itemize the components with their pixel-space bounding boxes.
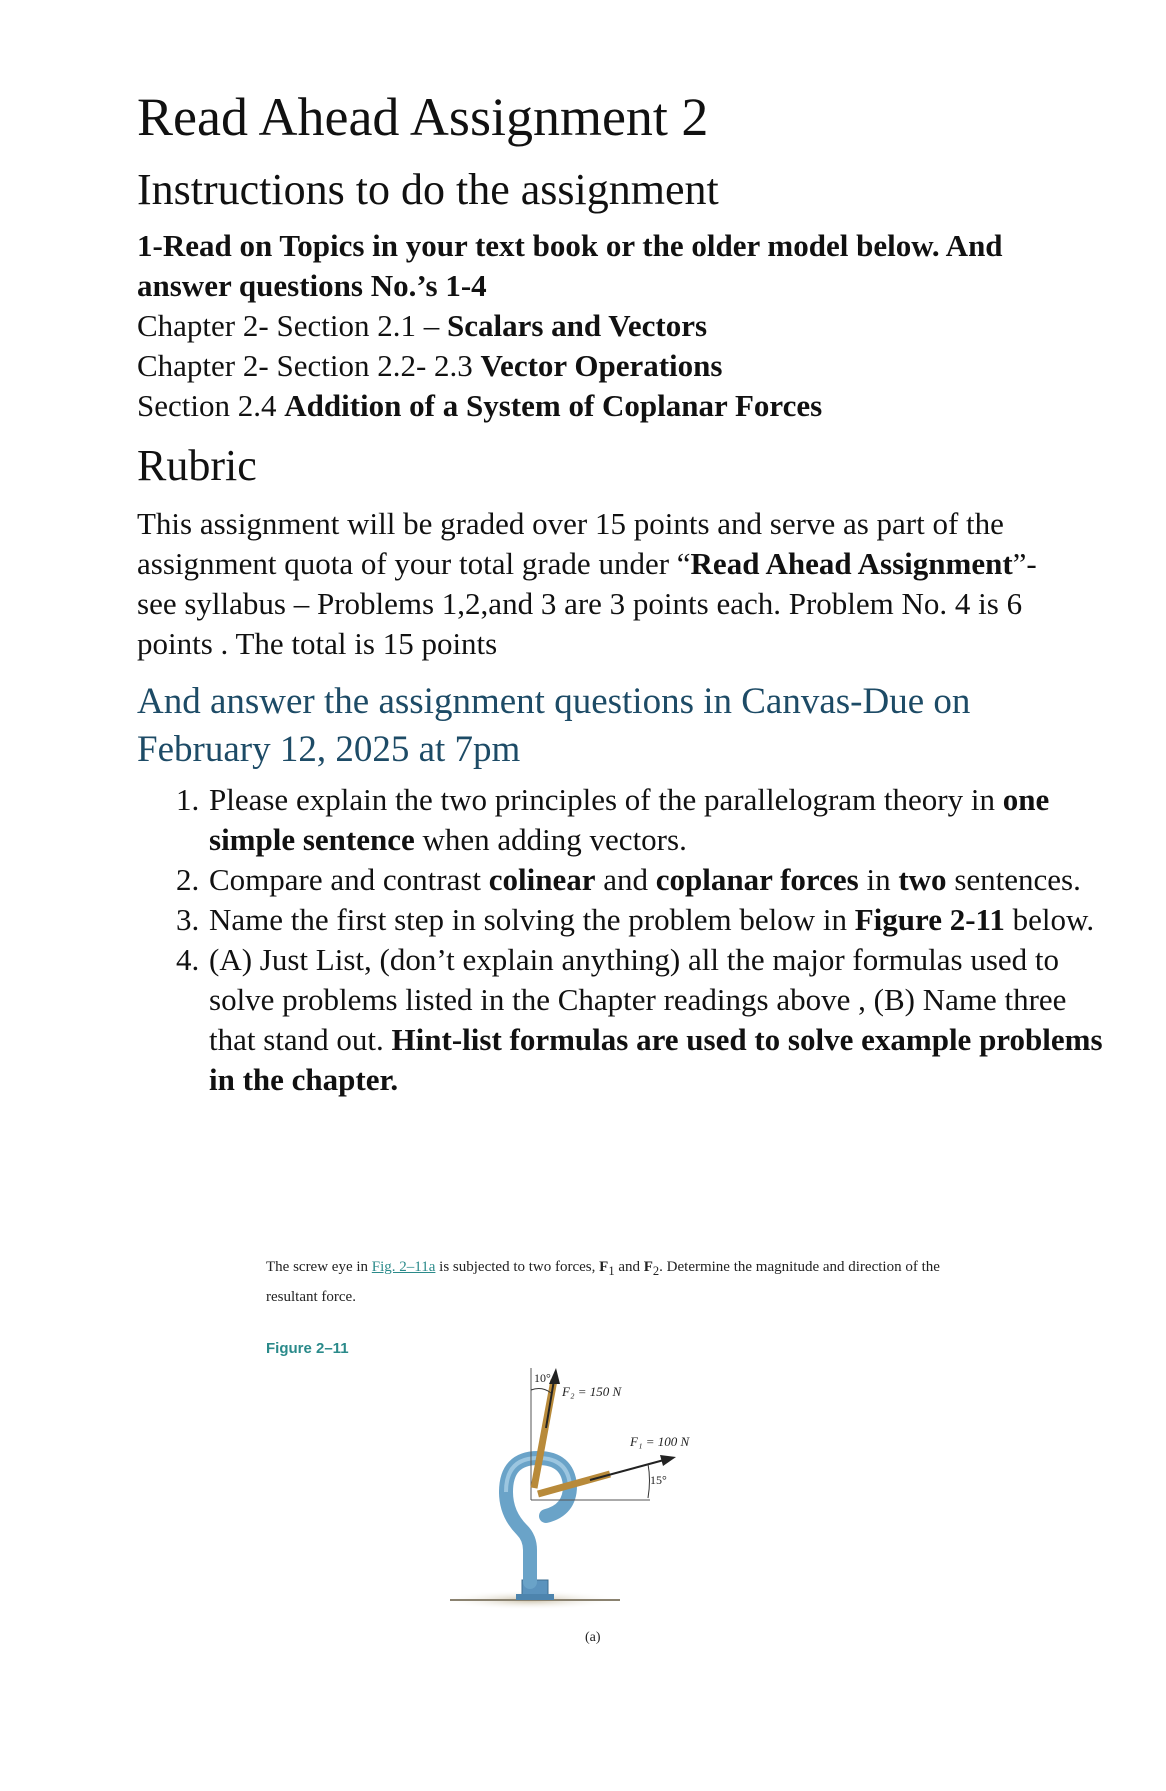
figure-link[interactable]: Fig. 2–11a: [371, 1259, 436, 1275]
f2-label: F₂ = 150 N: [562, 1384, 622, 1399]
question-item: 3. Name the first step in solving the problem below in Figure 2-11 below.: [207, 900, 1107, 940]
instructions-intro: 1-Read on Topics in your text book or the older model below. And answer questions No.’s 1-4: [137, 228, 1003, 303]
instructions-heading: Instructions to do the assignment: [137, 165, 719, 214]
topic-line: Section 2.4 Addition of a System of Coplanar Forces: [137, 388, 823, 423]
question-list: [137, 780, 1107, 1100]
f1-label: F₁ = 100 N: [630, 1434, 690, 1449]
angle-top-label: 10°: [534, 1371, 551, 1385]
angle-arc-top: [531, 1389, 551, 1393]
question-item: 2. Compare and contrast colinear and coplanar forces in two sentences.: [207, 860, 1107, 900]
topic-line: Chapter 2- Section 2.1 – Scalars and Vectors: [137, 308, 708, 343]
screw-eye-diagram: [450, 1360, 750, 1630]
angle-right-label: 15°: [650, 1473, 667, 1487]
page-title: Read Ahead Assignment 2: [137, 87, 709, 147]
figure-problem-text: The screw eye in Fig. 2–11a is subjected to two forces, $F_1$ and $F_2$. Determine the magnitude and direction of the resultant force.: [266, 1259, 940, 1305]
question-item: 1. Please explain the two principles of the parallelogram theory in one simple sentence when adding vectors.: [207, 780, 1107, 860]
f1-arrowhead: [660, 1455, 676, 1466]
question-item: 4. (A) Just List, (don’t explain anything) all the major formulas used to solve problems listed in the Chapter readings above , (B) Name three that stand out. Hint-list formulas are used to solve example problems in the chapter.: [207, 940, 1107, 1100]
figure-caption: (a): [585, 1630, 601, 1645]
figure-label: Figure 2–11: [266, 1340, 349, 1357]
due-date-heading: And answer the assignment questions in Canvas-Due on February 12, 2025 at 7pm: [137, 681, 971, 770]
base-washer: [516, 1594, 554, 1600]
topic-line: Chapter 2- Section 2.2- 2.3 Vector Operations: [137, 348, 723, 383]
rubric-paragraph: This assignment will be graded over 15 points and serve as part of the assignment quota of your total grade under “Read Ahead Assignment”-see syllabus – Problems 1,2,and 3 are 3 points each. Problem No. 4 is 6 points . The total is 15 points: [137, 506, 1037, 661]
screw-shank: [506, 1492, 530, 1582]
rubric-heading: Rubric: [137, 441, 257, 490]
